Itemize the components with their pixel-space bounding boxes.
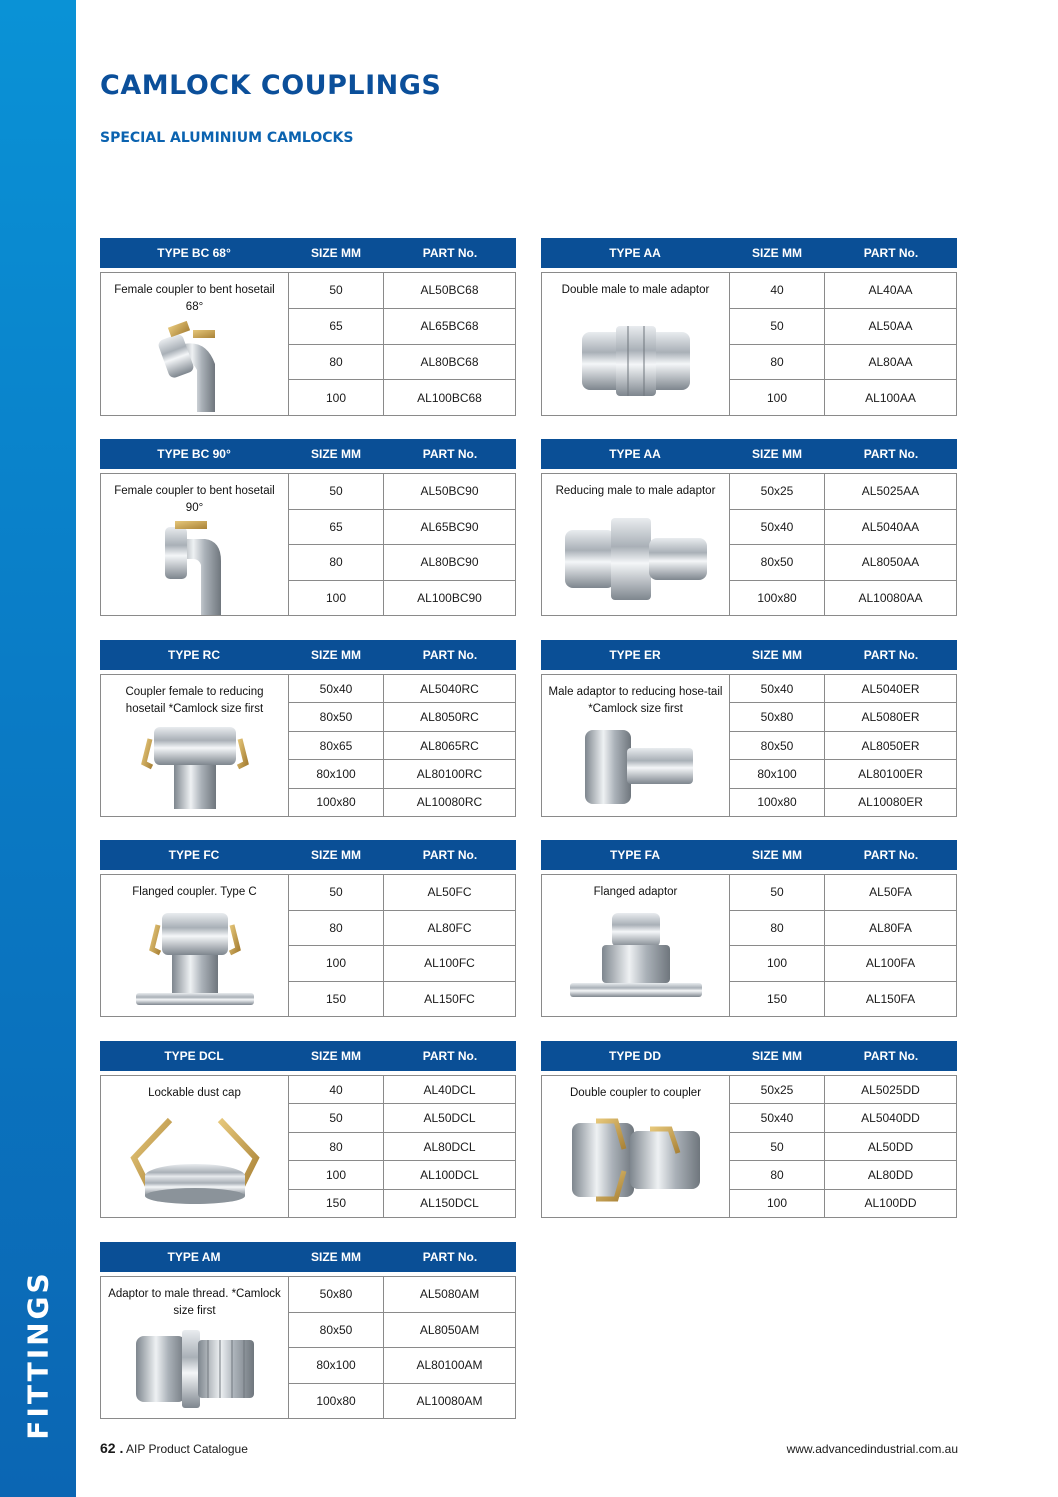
size-cell: 80x100 <box>289 1348 384 1383</box>
table-row <box>289 982 515 1017</box>
type-label: TYPE AA <box>609 447 661 461</box>
part-cell: AL50BC68 <box>420 283 479 298</box>
flanged-coupler-icon <box>101 901 288 1016</box>
size-cell: 100 <box>289 1161 384 1188</box>
table-row <box>730 911 956 947</box>
part-cell: AL8065RC <box>420 738 479 753</box>
rows <box>730 273 956 415</box>
part-cell: AL5040RC <box>420 681 479 696</box>
size-cell: 150 <box>730 982 825 1017</box>
block-body <box>541 272 957 416</box>
rows <box>730 1076 956 1217</box>
block-body <box>100 874 516 1017</box>
size-cell: 50 <box>289 875 384 910</box>
block-header <box>100 439 516 469</box>
part-cell: AL100DCL <box>420 1167 479 1182</box>
table-row <box>730 1161 956 1189</box>
part-cell: AL80BC68 <box>420 354 479 369</box>
part-cell: AL100AA <box>865 390 916 405</box>
table-row <box>289 911 515 947</box>
description-cell <box>101 675 289 816</box>
dust-cap-icon <box>101 1102 288 1217</box>
size-cell: 80x65 <box>289 732 384 759</box>
part-cell: AL40AA <box>868 283 913 298</box>
block-body <box>541 1075 957 1218</box>
description-cell <box>101 875 289 1016</box>
website-link[interactable]: www.advancedindustrial.com.au <box>786 1442 958 1456</box>
size-cell: 100 <box>730 1190 825 1217</box>
size-header: SIZE MM <box>752 848 802 862</box>
part-cell: AL50AA <box>868 319 913 334</box>
table-row <box>289 581 515 616</box>
description-text: Adaptor to male thread. *Camlock size first <box>108 1288 281 1317</box>
description-cell <box>101 273 289 415</box>
part-header: PART No. <box>863 848 919 862</box>
size-cell: 100 <box>289 946 384 981</box>
table-row <box>289 1133 515 1161</box>
part-header: PART No. <box>422 1049 478 1063</box>
size-cell: 40 <box>730 273 825 308</box>
description-text: Double coupler to coupler <box>569 1087 702 1099</box>
size-header: SIZE MM <box>752 246 802 260</box>
table-row <box>289 875 515 911</box>
part-header: PART No. <box>422 1250 478 1264</box>
table-row <box>289 760 515 788</box>
part-cell: AL5025AA <box>861 484 920 499</box>
size-cell: 65 <box>289 309 384 344</box>
block-header <box>100 1242 516 1272</box>
table-row <box>289 1313 515 1349</box>
part-cell: AL80BC90 <box>420 555 479 570</box>
product-block-aa-reducing <box>541 439 957 605</box>
description-text: Flanged coupler. Type C <box>132 886 257 898</box>
part-cell: AL80DD <box>867 1167 914 1182</box>
description-cell <box>542 875 730 1016</box>
part-cell: AL5040AA <box>861 519 920 534</box>
description-cell <box>542 675 730 816</box>
table-row <box>730 1104 956 1132</box>
size-cell: 50 <box>289 273 384 308</box>
size-cell: 100 <box>730 380 825 415</box>
size-cell: 50 <box>730 875 825 910</box>
part-cell: AL100BC90 <box>417 590 482 605</box>
part-cell: AL8050AA <box>861 555 920 570</box>
type-label: TYPE FC <box>168 848 220 862</box>
part-cell: AL80AA <box>868 354 913 369</box>
product-block-fc <box>100 840 516 1006</box>
part-cell: AL50DD <box>867 1139 914 1154</box>
block-body <box>100 473 516 616</box>
page-title: CAMLOCK COUPLINGS <box>100 70 442 101</box>
block-body <box>100 272 516 416</box>
catalogue-name: AIP Product Catalogue <box>126 1442 248 1456</box>
table-row <box>289 1076 515 1104</box>
block-body <box>541 473 957 616</box>
table-row <box>289 732 515 760</box>
size-cell: 50 <box>730 1133 825 1160</box>
description-text: Coupler female to reducing hosetail *Camlock size first <box>125 686 264 715</box>
product-block-aa <box>541 238 957 405</box>
block-body <box>100 1276 516 1419</box>
rows <box>289 1277 515 1418</box>
size-cell: 50x40 <box>289 675 384 702</box>
table-row <box>289 1104 515 1132</box>
size-cell: 100x80 <box>289 1384 384 1419</box>
bent-hosetail-90-icon <box>101 517 288 617</box>
table-row <box>730 510 956 546</box>
part-cell: AL10080ER <box>858 795 923 810</box>
block-body <box>541 674 957 817</box>
block-header <box>541 1041 957 1071</box>
rows <box>289 474 515 615</box>
table-row <box>730 1076 956 1104</box>
part-cell: AL65BC68 <box>420 319 479 334</box>
size-cell: 50x40 <box>730 1104 825 1131</box>
part-cell: AL5080AM <box>419 1287 480 1302</box>
type-label: TYPE DCL <box>164 1049 224 1063</box>
block-body <box>541 874 957 1017</box>
product-block-bc68 <box>100 238 516 405</box>
description-cell <box>542 1076 730 1217</box>
table-row <box>289 1348 515 1384</box>
table-row <box>289 510 515 546</box>
double-coupler-icon <box>542 1102 729 1217</box>
size-cell: 80x50 <box>730 545 825 580</box>
description-text: Female coupler to bent hosetail 90° <box>114 485 275 514</box>
product-block-rc <box>100 640 516 810</box>
size-cell: 100 <box>730 946 825 981</box>
table-row <box>730 760 956 788</box>
table-row <box>730 545 956 581</box>
table-row <box>289 380 515 415</box>
part-cell: AL40DCL <box>423 1082 476 1097</box>
part-cell: AL5080ER <box>861 710 920 725</box>
table-row <box>730 675 956 703</box>
part-cell: AL80DCL <box>423 1139 476 1154</box>
size-cell: 50x80 <box>730 703 825 730</box>
type-label: TYPE DD <box>608 1049 661 1063</box>
table-row <box>730 345 956 381</box>
table-row <box>730 474 956 510</box>
part-cell: AL8050AM <box>419 1322 480 1337</box>
reducing-male-adaptor-icon <box>542 500 729 615</box>
block-header <box>541 640 957 670</box>
part-cell: AL80FA <box>869 920 912 935</box>
table-row <box>289 1190 515 1217</box>
part-cell: AL100BC68 <box>417 390 482 405</box>
part-header: PART No. <box>863 1049 919 1063</box>
size-cell: 50x80 <box>289 1277 384 1312</box>
part-header: PART No. <box>863 246 919 260</box>
size-header: SIZE MM <box>752 447 802 461</box>
part-cell: AL100FA <box>865 956 916 971</box>
size-cell: 40 <box>289 1076 384 1103</box>
table-row <box>289 545 515 581</box>
part-cell: AL10080AM <box>416 1393 483 1408</box>
description-cell <box>101 1076 289 1217</box>
type-label: TYPE FA <box>609 848 660 862</box>
table-row <box>730 946 956 982</box>
sidebar <box>0 0 76 1497</box>
block-header <box>541 439 957 469</box>
table-row <box>730 1190 956 1217</box>
description-text: Lockable dust cap <box>148 1087 241 1099</box>
part-cell: AL150FA <box>865 991 916 1006</box>
table-row <box>730 703 956 731</box>
table-row <box>289 789 515 816</box>
size-header: SIZE MM <box>311 848 361 862</box>
description-text: Female coupler to bent hosetail 68° <box>114 284 275 313</box>
rows <box>730 474 956 615</box>
size-header: SIZE MM <box>311 648 361 662</box>
part-cell: AL65BC90 <box>420 519 479 534</box>
size-cell: 150 <box>289 982 384 1017</box>
table-row <box>289 1384 515 1419</box>
size-header: SIZE MM <box>311 447 361 461</box>
part-cell: AL50FC <box>427 885 472 900</box>
size-cell: 50x25 <box>730 474 825 509</box>
product-block-bc90 <box>100 439 516 605</box>
footer-left <box>100 1440 248 1456</box>
description-cell <box>542 474 730 615</box>
block-header <box>541 840 957 870</box>
type-label: TYPE AA <box>609 246 661 260</box>
table-row <box>289 309 515 345</box>
page-subtitle: SPECIAL ALUMINIUM CAMLOCKS <box>100 130 354 146</box>
table-row <box>730 273 956 309</box>
size-header: SIZE MM <box>311 1049 361 1063</box>
table-row <box>289 1161 515 1189</box>
size-cell: 80x100 <box>730 760 825 787</box>
size-cell: 80 <box>289 345 384 380</box>
size-cell: 100 <box>289 380 384 415</box>
part-header: PART No. <box>422 447 478 461</box>
part-cell: AL5040DD <box>861 1111 920 1126</box>
rows <box>289 875 515 1016</box>
part-cell: AL150DCL <box>420 1196 479 1211</box>
part-cell: AL50FA <box>869 885 912 900</box>
size-cell: 80 <box>289 545 384 580</box>
reducing-coupler-icon <box>101 718 288 816</box>
size-cell: 80 <box>289 911 384 946</box>
part-cell: AL8050ER <box>861 738 920 753</box>
block-body <box>100 674 516 817</box>
page-number: 62 . <box>100 1440 124 1456</box>
product-block-dd <box>541 1041 957 1211</box>
product-block-dcl <box>100 1041 516 1211</box>
table-row <box>289 273 515 309</box>
type-label: TYPE ER <box>609 648 661 662</box>
size-header: SIZE MM <box>752 648 802 662</box>
rows <box>730 875 956 1016</box>
description-cell <box>101 474 289 615</box>
part-cell: AL80FC <box>427 920 472 935</box>
product-block-fa <box>541 840 957 1006</box>
size-header: SIZE MM <box>311 1250 361 1264</box>
part-cell: AL80100RC <box>416 766 483 781</box>
description-text: Reducing male to male adaptor <box>555 485 716 497</box>
part-cell: AL50DCL <box>423 1111 476 1126</box>
block-header <box>541 238 957 268</box>
part-header: PART No. <box>422 848 478 862</box>
size-cell: 50x25 <box>730 1076 825 1103</box>
bent-hosetail-68-icon <box>101 316 288 416</box>
male-thread-adaptor-icon <box>101 1320 288 1418</box>
type-label: TYPE RC <box>167 648 220 662</box>
table-row <box>730 309 956 345</box>
table-row <box>289 946 515 982</box>
sidebar-label: FITTINGS <box>21 1270 55 1440</box>
table-row <box>730 875 956 911</box>
size-cell: 80 <box>289 1133 384 1160</box>
rows <box>289 273 515 415</box>
table-row <box>730 732 956 760</box>
table-row <box>289 474 515 510</box>
table-row <box>289 703 515 731</box>
block-header <box>100 640 516 670</box>
description-text: Double male to male adaptor <box>561 284 710 296</box>
table-row <box>730 1133 956 1161</box>
size-cell: 100 <box>289 581 384 616</box>
part-cell: AL5040ER <box>861 681 920 696</box>
size-header: SIZE MM <box>752 1049 802 1063</box>
size-cell: 100x80 <box>730 581 825 616</box>
block-body <box>100 1075 516 1218</box>
block-header <box>100 840 516 870</box>
type-label: TYPE AM <box>167 1250 221 1264</box>
table-row <box>730 581 956 616</box>
part-cell: AL50BC90 <box>420 484 479 499</box>
reducing-male-hosetail-icon <box>542 718 729 816</box>
part-cell: AL5025DD <box>861 1082 920 1097</box>
table-row <box>289 1277 515 1313</box>
product-block-am <box>100 1242 516 1408</box>
male-male-adaptor-icon <box>542 299 729 415</box>
part-cell: AL150FC <box>424 991 475 1006</box>
part-cell: AL10080AA <box>858 590 923 605</box>
table-row <box>730 789 956 816</box>
size-cell: 65 <box>289 510 384 545</box>
description-text: Flanged adaptor <box>593 886 678 898</box>
size-cell: 80x100 <box>289 760 384 787</box>
description-text: Male adaptor to reducing hose-tail *Camlock size first <box>548 686 723 715</box>
type-label: TYPE BC 68° <box>157 246 231 260</box>
part-cell: AL80100AM <box>416 1358 483 1373</box>
type-label: TYPE BC 90° <box>157 447 231 461</box>
rows <box>730 675 956 816</box>
size-cell: 80 <box>730 345 825 380</box>
size-cell: 50x40 <box>730 675 825 702</box>
table-row <box>730 380 956 415</box>
part-cell: AL100DD <box>864 1196 917 1211</box>
part-header: PART No. <box>863 648 919 662</box>
table-row <box>289 675 515 703</box>
part-cell: AL8050RC <box>420 710 479 725</box>
size-cell: 80x50 <box>289 703 384 730</box>
description-cell <box>542 273 730 415</box>
size-cell: 50 <box>730 309 825 344</box>
rows <box>289 675 515 816</box>
block-header <box>100 1041 516 1071</box>
size-cell: 150 <box>289 1190 384 1217</box>
table-row <box>730 982 956 1017</box>
block-header <box>100 238 516 268</box>
part-header: PART No. <box>422 246 478 260</box>
part-cell: AL80100ER <box>858 766 923 781</box>
size-cell: 100x80 <box>289 789 384 816</box>
description-cell <box>101 1277 289 1418</box>
part-header: PART No. <box>422 648 478 662</box>
product-block-er <box>541 640 957 810</box>
size-cell: 100x80 <box>730 789 825 816</box>
rows <box>289 1076 515 1217</box>
size-cell: 80 <box>730 911 825 946</box>
part-header: PART No. <box>863 447 919 461</box>
size-cell: 80 <box>730 1161 825 1188</box>
size-cell: 50 <box>289 474 384 509</box>
table-row <box>289 345 515 381</box>
part-cell: AL10080RC <box>416 795 483 810</box>
flanged-adaptor-icon <box>542 901 729 1016</box>
size-cell: 80x50 <box>289 1313 384 1348</box>
part-cell: AL100FC <box>424 956 475 971</box>
size-cell: 50 <box>289 1104 384 1131</box>
size-cell: 50x40 <box>730 510 825 545</box>
size-cell: 80x50 <box>730 732 825 759</box>
size-header: SIZE MM <box>311 246 361 260</box>
